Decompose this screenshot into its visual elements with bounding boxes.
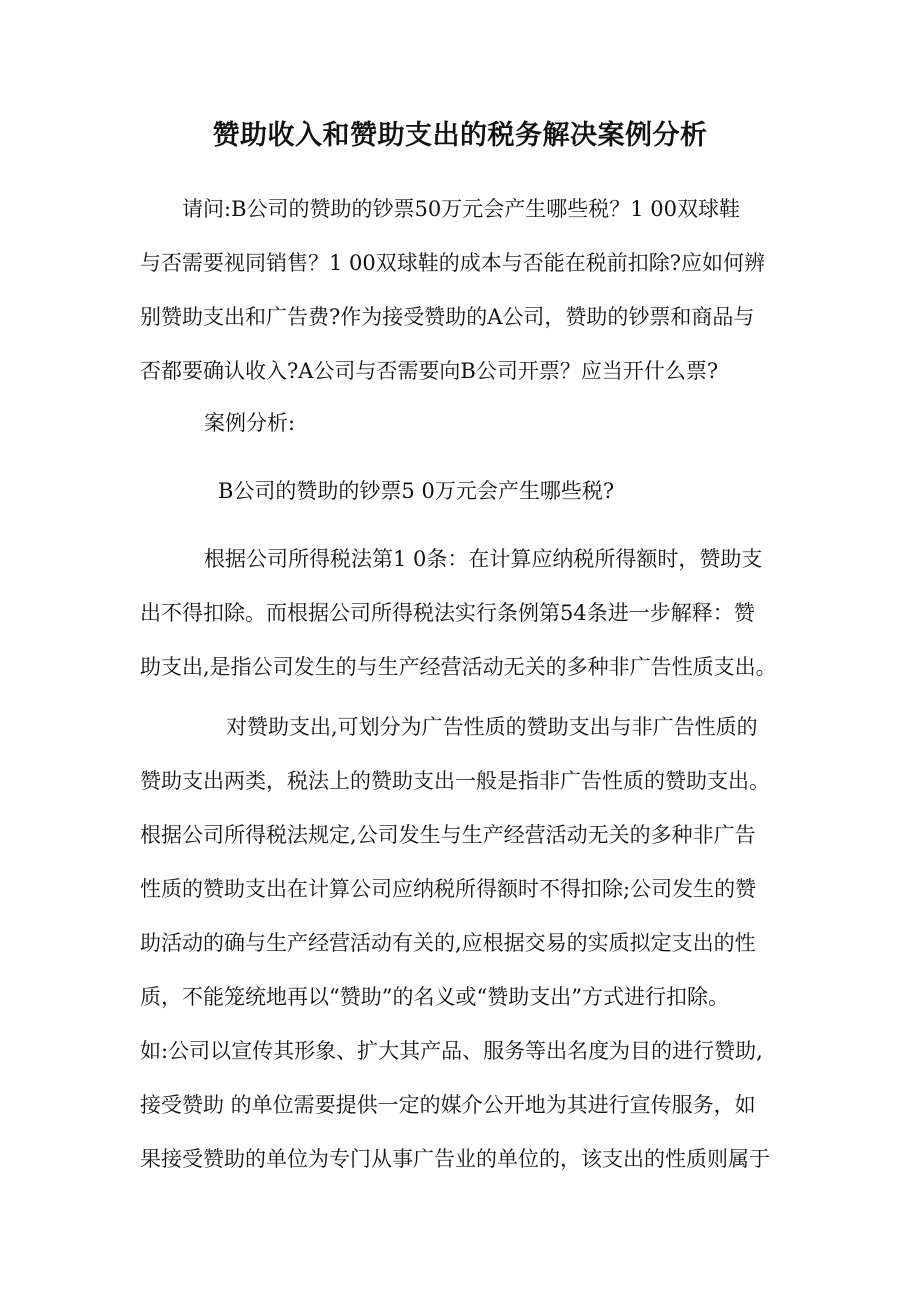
text-line: 果接受赞助的单位为专门从事广告业的单位的，该支出的性质则属于 bbox=[140, 1147, 770, 1171]
text-line: 别赞助支出和广告费?作为接受赞助的A公司，赞助的钞票和商品与 bbox=[140, 305, 755, 329]
text-line: 案例分析: bbox=[204, 411, 296, 435]
text-line: 对赞助支出,可划分为广告性质的赞助支出与非广告性质的 bbox=[226, 715, 758, 739]
text-line: 如:公司以宣传其形象、扩大其产品、服务等出名度为目的进行赞助, bbox=[140, 1039, 763, 1063]
text-line: 助支出,是指公司发生的与生产经营活动无关的多种非广告性质支出。 bbox=[140, 655, 777, 679]
paragraph-question bbox=[140, 182, 800, 398]
paragraph-sponsorship-classification bbox=[140, 700, 800, 1186]
text-line: 助活动的确与生产经营活动有关的,应根据交易的实质拟定支出的性 bbox=[140, 931, 756, 955]
text-line: 根据公司所得税法第1 0条：在计算应纳税所得额时，赞助支 bbox=[204, 547, 763, 571]
paragraph-sub-question bbox=[140, 464, 800, 518]
text-line: 性质的赞助支出在计算公司应纳税所得额时不得扣除;公司发生的赞 bbox=[140, 877, 757, 901]
text-line: 出不得扣除。而根据公司所得税法实行条例第54条进一步解释：赞 bbox=[140, 601, 755, 625]
text-line: 请问:B公司的赞助的钞票50万元会产生哪些税？1 00双球鞋 bbox=[182, 197, 740, 221]
text-line: 质，不能笼统地再以“赞助”的名义或“赞助支出”方式进行扣除。 bbox=[140, 985, 729, 1009]
text-line: B公司的赞助的钞票5 0万元会产生哪些税? bbox=[218, 479, 615, 503]
paragraph-case-analysis-heading bbox=[140, 396, 800, 450]
paragraph-tax-law-basis bbox=[140, 532, 800, 694]
text-line: 赞助支出两类，税法上的赞助支出一般是指非广告性质的赞助支出。 bbox=[140, 769, 770, 793]
text-line: 与否需要视同销售？1 00双球鞋的成本与否能在税前扣除?应如何辨 bbox=[140, 251, 766, 275]
document-title: 赞助收入和赞助支出的税务解决案例分析 bbox=[212, 120, 708, 151]
text-line: 否都要确认收入?A公司与否需要向B公司开票？应当开什么票? bbox=[140, 359, 719, 383]
text-line: 接受赞助 的单位需要提供一定的媒介公开地为其进行宣传服务，如 bbox=[140, 1093, 756, 1117]
text-line: 根据公司所得税法规定,公司发生与生产经营活动无关的多种非广告 bbox=[140, 823, 756, 847]
